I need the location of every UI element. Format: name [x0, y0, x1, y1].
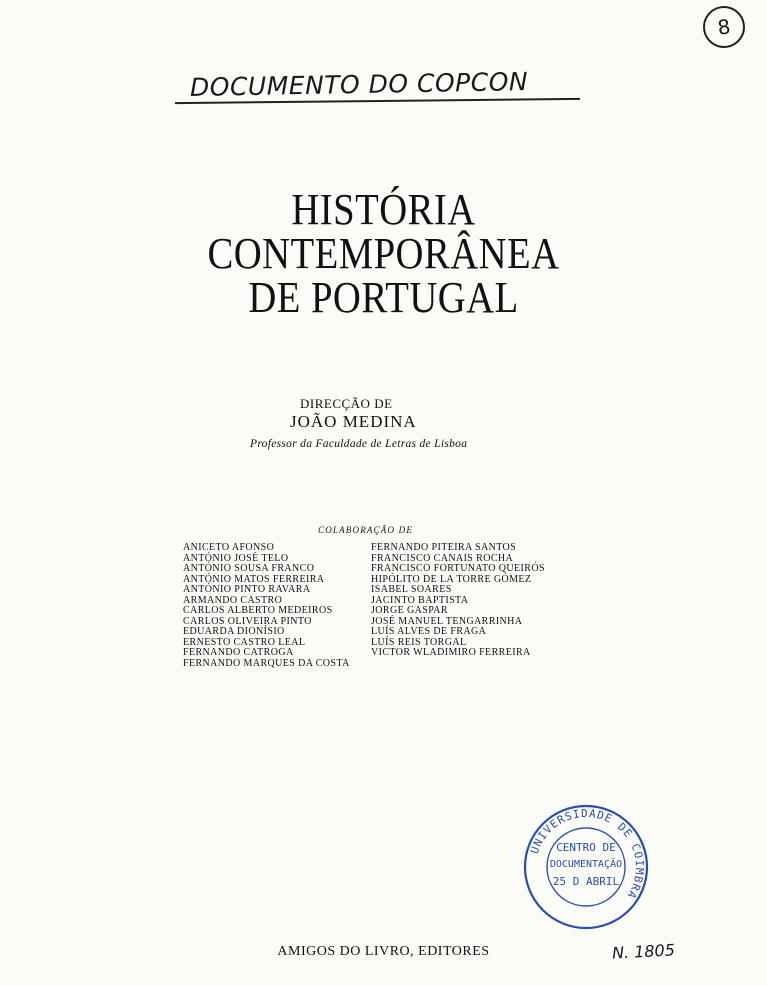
collaborator-name: FERNANDO MARQUES DA COSTA	[183, 657, 350, 669]
collaborator-name: CARLOS ALBERTO MEDEIROS	[183, 605, 333, 616]
collaborator-name: FRANCISCO CANAIS ROCHA	[371, 552, 514, 564]
collaborator-name: HIPÓLITO DE LA TORRE GÓMEZ	[371, 573, 532, 585]
collaborator-name: ANTÓNIO MATOS FERREIRA	[183, 573, 325, 585]
collaborator-name: JORGE GASPAR	[371, 605, 448, 616]
collaborator-name: ISABEL SOARES	[371, 584, 452, 595]
collaborator-name: ERNESTO CASTRO LEAL	[183, 636, 306, 648]
director-role: Professor da Faculdade de Letras de Lisboa	[250, 438, 468, 450]
page-number-text: 8	[716, 14, 732, 40]
collaborator-name: FRANCISCO FORTUNATO QUEIRÓS	[371, 563, 545, 574]
stamp-line-1: CENTRO DE	[556, 841, 616, 854]
stamp-line-3: 25 D ABRIL	[552, 875, 620, 888]
collaborators-right-column	[371, 543, 545, 659]
title-line-3: DE PORTUGAL	[248, 273, 519, 322]
handwritten-note: DOCUMENTO DO COPCON	[189, 67, 529, 102]
collaborator-name: ANTÓNIO JOSÉ TELO	[183, 552, 289, 564]
collaborator-name: JOSÉ MANUEL TENGARRINHA	[371, 615, 523, 627]
page-number-circled	[700, 3, 747, 50]
collaborator-name: CARLOS OLIVEIRA PINTO	[183, 615, 312, 627]
collaborator-name: FERNANDO CATROGA	[183, 647, 294, 658]
collaborator-name: LUÍS REIS TORGAL	[371, 636, 467, 648]
title-line-2: CONTEMPORÂNEA	[207, 229, 560, 278]
title-line-1: HISTÓRIA	[291, 185, 476, 234]
publisher-name: AMIGOS DO LIVRO, EDITORES	[277, 944, 490, 959]
collaboration-label: COLABORAÇÃO DE	[318, 525, 414, 535]
collaborator-name: JACINTO BAPTISTA	[371, 594, 469, 606]
collaborator-name: ANTÓNIO PINTO RAVARA	[183, 584, 311, 595]
collaborator-name: ANICETO AFONSO	[183, 542, 275, 553]
archive-stamp	[522, 803, 650, 931]
collaborator-name: LUÍS ALVES DE FRAGA	[371, 626, 487, 637]
collaborator-name: FERNANDO PITEIRA SANTOS	[371, 542, 517, 553]
stamp-ring-text: UNIVERSIDADE DE COIMBRA	[527, 806, 647, 902]
stamp-line-2: DOCUMENTAÇÃO	[549, 859, 623, 870]
collaborators-left-column	[183, 543, 350, 669]
collaborator-name: ANTÓNIO SOUSA FRANCO	[183, 563, 315, 574]
inventory-number: N. 1805	[611, 940, 676, 963]
collaborator-name: VICTOR WLADIMIRO FERREIRA	[371, 647, 531, 658]
director-name: JOÃO MEDINA	[290, 412, 417, 431]
collaborator-name: ARMANDO CASTRO	[183, 594, 283, 606]
direction-label: DIRECÇÃO DE	[300, 396, 393, 411]
book-title	[0, 185, 767, 322]
collaborator-name: EDUARDA DIONÍSIO	[183, 626, 285, 637]
